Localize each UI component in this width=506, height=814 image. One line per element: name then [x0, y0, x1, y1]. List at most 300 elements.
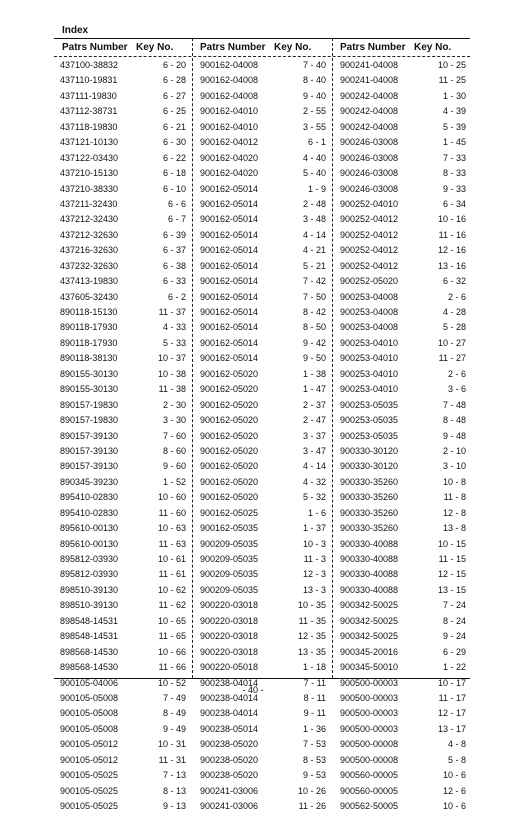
index-row	[200, 567, 334, 582]
index-row	[340, 799, 474, 814]
key-number: 2 - 48	[302, 198, 326, 209]
part-number: 900241-03006	[200, 801, 259, 811]
part-number: 900253-04008	[340, 322, 399, 333]
key-number: 1 - 30	[442, 90, 466, 101]
part-number: 900330-40088	[340, 569, 399, 580]
part-number: 890157-39130	[60, 430, 119, 441]
index-row	[60, 228, 194, 243]
part-number: 437212-32630	[60, 229, 119, 240]
index-row	[60, 737, 194, 752]
index-row	[60, 305, 194, 320]
key-number: 6 - 1	[307, 137, 326, 148]
part-number: 900162-05020	[200, 461, 259, 472]
key-number: 9 - 24	[442, 631, 466, 642]
key-number: 10 - 6	[442, 801, 466, 811]
key-number: 7 - 13	[162, 770, 186, 781]
part-number: 895610-00130	[60, 523, 119, 534]
key-number: 11 - 62	[158, 600, 186, 611]
index-row	[60, 197, 194, 212]
part-number: 895812-03930	[60, 569, 119, 580]
key-number: 4 - 8	[447, 739, 466, 750]
key-number: 8 - 49	[162, 708, 186, 719]
index-row	[340, 506, 474, 521]
part-number: 437122-03430	[60, 152, 119, 163]
index-row	[340, 398, 474, 413]
index-row	[60, 367, 194, 382]
header-part-number-2: Patrs Number	[200, 42, 266, 53]
index-row	[200, 135, 334, 150]
key-number: 10 - 61	[157, 554, 186, 564]
key-number: 4 - 40	[302, 152, 326, 163]
index-row	[200, 290, 334, 305]
part-number: 900500-00008	[340, 754, 399, 765]
index-row	[60, 521, 194, 536]
index-row	[200, 367, 334, 382]
key-number: 7 - 24	[442, 600, 466, 611]
index-row	[60, 151, 194, 166]
index-row	[60, 722, 194, 737]
index-row	[60, 629, 194, 644]
bottom-rule	[54, 678, 470, 679]
index-row	[340, 521, 474, 536]
key-number: 4 - 33	[162, 322, 186, 333]
part-number: 900246-03008	[340, 152, 399, 163]
part-number: 900342-50025	[340, 631, 399, 642]
key-number: 8 - 60	[162, 445, 186, 456]
key-number: 10 - 63	[157, 523, 186, 534]
key-number: 10 - 65	[157, 615, 186, 626]
key-number: 8 - 24	[442, 615, 466, 626]
index-row	[200, 722, 334, 737]
index-column-3	[340, 58, 474, 814]
index-row	[340, 413, 474, 428]
index-row	[200, 182, 334, 197]
part-number: 900105-05025	[60, 785, 119, 796]
key-number: 10 - 37	[157, 353, 186, 364]
part-number: 900246-03008	[340, 168, 399, 179]
part-number: 900162-05020	[200, 399, 259, 410]
key-number: 9 - 50	[302, 353, 326, 364]
part-number: 900330-35260	[340, 492, 399, 503]
part-number: 900238-05020	[200, 770, 259, 781]
index-row	[200, 166, 334, 181]
key-number: 8 - 48	[442, 415, 466, 426]
key-number: 4 - 39	[442, 106, 466, 117]
key-number: 10 - 15	[437, 538, 466, 549]
part-number: 900241-03006	[200, 785, 259, 796]
part-number: 900209-05035	[200, 569, 259, 580]
index-row	[60, 490, 194, 505]
index-row	[340, 89, 474, 104]
part-number: 900162-05020	[200, 445, 259, 456]
index-row	[340, 490, 474, 505]
key-number: 12 - 6	[442, 785, 466, 796]
header-key-no-2: Key No.	[274, 42, 312, 53]
index-row	[60, 135, 194, 150]
part-number: 890157-19830	[60, 399, 119, 410]
key-number: 1 - 18	[302, 662, 326, 673]
part-number: 900242-04008	[340, 106, 399, 117]
index-row	[60, 320, 194, 335]
index-row	[60, 598, 194, 613]
index-row	[60, 768, 194, 783]
part-number: 900330-30120	[340, 445, 399, 456]
index-row	[200, 274, 334, 289]
key-number: 6 - 10	[162, 183, 186, 194]
part-number: 900330-35260	[340, 507, 399, 518]
key-number: 1 - 37	[302, 523, 326, 534]
index-row	[60, 475, 194, 490]
index-row	[60, 351, 194, 366]
part-number: 900241-04008	[340, 60, 399, 70]
index-row	[60, 706, 194, 721]
index-row	[200, 259, 334, 274]
part-number: 437211-32430	[60, 198, 118, 209]
key-number: 6 - 21	[162, 121, 186, 132]
key-number: 13 - 8	[442, 523, 466, 534]
key-number: 1 - 6	[307, 507, 326, 518]
index-row	[200, 737, 334, 752]
part-number: 900330-40088	[340, 584, 399, 595]
key-number: 12 - 35	[297, 631, 326, 642]
part-number: 900253-04010	[340, 353, 399, 364]
index-row	[200, 197, 334, 212]
key-number: 9 - 53	[302, 770, 326, 781]
part-number: 900560-00005	[340, 785, 399, 796]
part-number: 900162-05014	[200, 322, 259, 333]
index-row	[340, 367, 474, 382]
index-row	[340, 351, 474, 366]
index-row	[340, 645, 474, 660]
index-row	[200, 784, 334, 799]
key-number: 6 - 18	[162, 168, 186, 179]
index-row	[340, 614, 474, 629]
index-row	[60, 614, 194, 629]
index-row	[340, 336, 474, 351]
part-number: 900105-05025	[60, 801, 119, 811]
key-number: 7 - 40	[302, 60, 326, 70]
part-number: 437212-32430	[60, 214, 119, 225]
part-number: 900105-05008	[60, 723, 119, 734]
key-number: 11 - 66	[158, 662, 186, 673]
index-row	[200, 320, 334, 335]
part-number: 900162-04010	[200, 106, 259, 117]
part-number: 890345-39230	[60, 476, 119, 487]
key-number: 2 - 37	[302, 399, 326, 410]
page-number: - 40 -	[242, 685, 264, 695]
key-number: 11 - 31	[158, 754, 186, 765]
key-number: 6 - 20	[162, 60, 186, 70]
key-number: 6 - 27	[162, 90, 186, 101]
index-row	[60, 182, 194, 197]
key-number: 13 - 15	[437, 584, 466, 595]
key-number: 8 - 33	[442, 168, 466, 179]
key-number: 10 - 25	[437, 60, 466, 70]
index-row	[340, 737, 474, 752]
key-number: 1 - 36	[302, 723, 326, 734]
part-number: 900162-04008	[200, 60, 259, 70]
key-number: 6 - 39	[162, 229, 186, 240]
key-number: 3 - 48	[302, 214, 326, 225]
index-row	[340, 583, 474, 598]
key-number: 11 - 15	[438, 554, 466, 564]
part-number: 900330-30120	[340, 461, 399, 472]
part-number: 437118-19830	[60, 121, 118, 132]
key-number: 3 - 55	[302, 121, 326, 132]
part-number: 900562-50005	[340, 801, 399, 811]
part-number: 900162-05014	[200, 214, 259, 225]
part-number: 900253-04008	[340, 291, 399, 302]
header-divider	[54, 56, 470, 57]
index-row	[200, 475, 334, 490]
index-row	[340, 120, 474, 135]
part-number: 900162-05020	[200, 492, 259, 503]
index-row	[60, 552, 194, 567]
index-row	[340, 151, 474, 166]
part-number: 900253-05035	[340, 430, 399, 441]
key-number: 8 - 13	[162, 785, 186, 796]
key-number: 9 - 49	[162, 723, 186, 734]
key-number: 10 - 38	[157, 368, 186, 379]
index-row	[340, 243, 474, 258]
part-number: 900500-00003	[340, 723, 399, 734]
part-number: 898510-39130	[60, 584, 119, 595]
part-number: 900162-05025	[200, 507, 259, 518]
index-row	[200, 537, 334, 552]
key-number: 10 - 35	[297, 600, 326, 611]
index-row	[60, 104, 194, 119]
part-number: 900105-05012	[60, 754, 119, 765]
key-number: 5 - 39	[442, 121, 466, 132]
key-number: 11 - 60	[158, 507, 186, 518]
part-number: 900330-40088	[340, 538, 399, 549]
part-number: 900220-03018	[200, 615, 259, 626]
part-number: 437100-38832	[60, 60, 119, 70]
key-number: 6 - 22	[162, 152, 186, 163]
key-number: 6 - 30	[162, 137, 186, 148]
index-row	[60, 413, 194, 428]
part-number: 900330-35260	[340, 523, 399, 534]
index-row	[340, 104, 474, 119]
part-number: 900162-04010	[200, 121, 259, 132]
key-number: 4 - 28	[442, 307, 466, 317]
part-number: 900241-04008	[340, 75, 399, 86]
index-row	[340, 444, 474, 459]
part-number: 900246-03008	[340, 183, 399, 194]
index-row	[60, 382, 194, 397]
key-number: 6 - 7	[167, 214, 186, 225]
index-row	[200, 706, 334, 721]
key-number: 11 - 35	[298, 615, 326, 626]
part-number: 437121-10130	[60, 137, 119, 148]
index-row	[200, 58, 334, 73]
part-number: 900105-05012	[60, 739, 119, 750]
part-number: 890157-39130	[60, 461, 119, 472]
key-number: 6 - 38	[162, 260, 186, 271]
index-row	[60, 58, 194, 73]
part-number: 900345-50010	[340, 662, 399, 673]
key-number: 9 - 33	[442, 183, 466, 194]
key-number: 11 - 3	[303, 554, 326, 564]
part-number: 900342-50025	[340, 600, 399, 611]
key-number: 1 - 9	[307, 183, 326, 194]
part-number: 900209-05035	[200, 584, 259, 595]
part-number: 890118-17930	[60, 322, 118, 333]
key-number: 2 - 47	[302, 415, 326, 426]
part-number: 895610-00130	[60, 538, 119, 549]
index-row	[340, 459, 474, 474]
key-number: 10 - 27	[437, 337, 466, 348]
part-number: 900500-00003	[340, 708, 399, 719]
index-row	[200, 429, 334, 444]
index-row	[340, 320, 474, 335]
part-number: 900242-04008	[340, 121, 399, 132]
part-number: 437112-38731	[60, 106, 118, 117]
part-number: 890155-30130	[60, 368, 119, 379]
key-number: 12 - 8	[442, 507, 466, 518]
key-number: 3 - 37	[302, 430, 326, 441]
index-row	[200, 799, 334, 814]
key-number: 10 - 16	[437, 214, 466, 225]
key-number: 6 - 34	[442, 198, 466, 209]
key-number: 1 - 47	[302, 384, 326, 395]
key-number: 3 - 6	[447, 384, 466, 395]
header-part-number-3: Patrs Number	[340, 42, 406, 53]
part-number: 900330-40088	[340, 554, 399, 564]
part-number: 900162-05014	[200, 291, 259, 302]
part-number: 890118-38130	[60, 353, 118, 364]
part-number: 900345-20016	[340, 646, 399, 657]
index-row	[200, 382, 334, 397]
part-number: 890118-17930	[60, 337, 118, 348]
part-number: 437110-19831	[60, 75, 118, 86]
key-number: 5 - 33	[162, 337, 186, 348]
index-row	[340, 182, 474, 197]
part-number: 898568-14530	[60, 662, 119, 673]
part-number: 900500-00008	[340, 739, 399, 750]
key-number: 12 - 16	[437, 245, 466, 256]
key-number: 5 - 28	[442, 322, 466, 333]
key-number: 11 - 38	[158, 384, 186, 395]
part-number: 900253-04008	[340, 307, 399, 317]
index-row	[60, 73, 194, 88]
part-number: 900330-35260	[340, 476, 399, 487]
index-row	[200, 768, 334, 783]
key-number: 11 - 63	[158, 538, 186, 549]
part-number: 900238-04014	[200, 692, 259, 703]
key-number: 4 - 32	[302, 476, 326, 487]
part-number: 898548-14531	[60, 615, 119, 626]
index-row	[200, 459, 334, 474]
key-number: 10 - 26	[297, 785, 326, 796]
index-row	[60, 398, 194, 413]
part-number: 437413-19830	[60, 276, 119, 287]
key-number: 7 - 60	[162, 430, 186, 441]
key-number: 8 - 50	[302, 322, 326, 333]
index-row	[200, 444, 334, 459]
part-number: 900238-04014	[200, 677, 259, 688]
part-number: 900162-05020	[200, 430, 259, 441]
key-number: 6 - 6	[167, 198, 186, 209]
key-number: 7 - 33	[442, 152, 466, 163]
part-number: 900162-05035	[200, 523, 259, 534]
index-row	[340, 259, 474, 274]
index-row	[340, 753, 474, 768]
part-number: 900162-05014	[200, 260, 259, 271]
index-row	[340, 629, 474, 644]
key-number: 13 - 35	[297, 646, 326, 657]
key-number: 2 - 6	[447, 291, 466, 302]
part-number: 890157-19830	[60, 415, 119, 426]
index-row	[340, 598, 474, 613]
key-number: 7 - 50	[302, 291, 326, 302]
key-number: 11 - 27	[438, 353, 466, 364]
index-row	[60, 444, 194, 459]
header-part-number-1: Patrs Number	[62, 42, 128, 53]
index-row	[340, 706, 474, 721]
index-row	[200, 413, 334, 428]
index-row	[340, 722, 474, 737]
part-number: 900242-04008	[340, 90, 399, 101]
part-number: 900253-04010	[340, 337, 399, 348]
key-number: 4 - 14	[302, 229, 326, 240]
key-number: 11 - 37	[158, 307, 186, 317]
key-number: 10 - 62	[157, 584, 186, 595]
key-number: 9 - 13	[162, 801, 186, 811]
part-number: 900162-04020	[200, 152, 259, 163]
part-number: 437232-32630	[60, 260, 119, 271]
key-number: 13 - 3	[302, 584, 326, 595]
index-row	[60, 537, 194, 552]
index-row	[200, 598, 334, 613]
key-number: 2 - 55	[302, 106, 326, 117]
part-number: 900162-04020	[200, 168, 259, 179]
index-row	[340, 429, 474, 444]
index-row	[200, 490, 334, 505]
page-title: Index	[62, 25, 89, 36]
part-number: 890118-15130	[60, 307, 118, 317]
key-number: 2 - 10	[442, 445, 466, 456]
index-row	[340, 552, 474, 567]
key-number: 5 - 21	[302, 260, 326, 271]
key-number: 2 - 30	[162, 399, 186, 410]
index-row	[340, 58, 474, 73]
key-number: 6 - 32	[442, 276, 466, 287]
index-row	[60, 89, 194, 104]
key-number: 6 - 28	[162, 75, 186, 86]
key-number: 13 - 16	[437, 260, 466, 271]
key-number: 4 - 21	[302, 245, 326, 256]
index-row	[60, 459, 194, 474]
index-row	[60, 212, 194, 227]
index-row	[340, 475, 474, 490]
part-number: 900238-05020	[200, 739, 259, 750]
part-number: 900238-05014	[200, 723, 259, 734]
part-number: 900238-05020	[200, 754, 259, 765]
part-number: 900253-04010	[340, 384, 399, 395]
part-number: 900162-05014	[200, 307, 259, 317]
index-row	[200, 506, 334, 521]
part-number: 900220-03018	[200, 600, 259, 611]
part-number: 900105-04006	[60, 677, 119, 688]
part-number: 900162-05014	[200, 198, 259, 209]
index-row	[200, 104, 334, 119]
part-number: 900252-04010	[340, 198, 399, 209]
key-number: 11 - 16	[438, 229, 466, 240]
key-number: 12 - 17	[437, 708, 466, 719]
index-row	[340, 305, 474, 320]
part-number: 900500-00003	[340, 692, 399, 703]
